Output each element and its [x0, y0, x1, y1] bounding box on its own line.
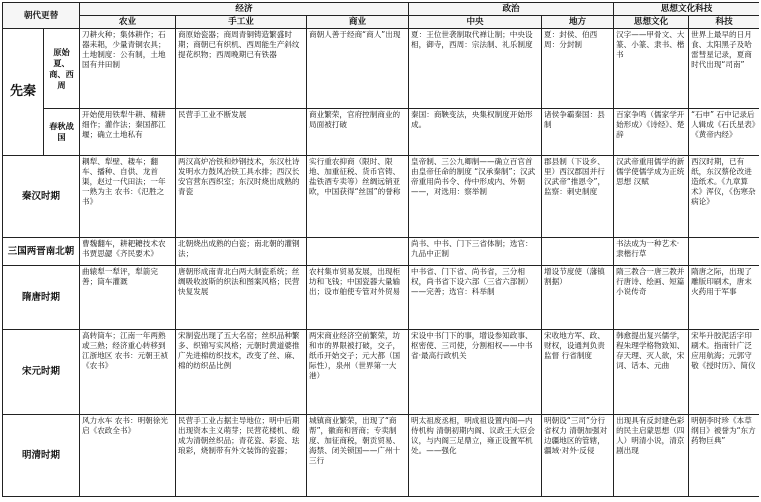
cell-technology: 隋唐之际，出现了雕版印刷术，唐末火药用于军事 — [689, 266, 759, 330]
sub-early: 原始 夏、商、西周 — [44, 29, 80, 109]
cell-thought: 百家争鸣（儒家学开始形成）《诗经》、楚辞 — [614, 109, 689, 156]
header-central: 中央 — [409, 16, 542, 29]
cell-thought: 汉武帝重用儒学的新儒学使儒学成为正统思想 汉赋 — [614, 156, 689, 238]
history-table-page — [2, 2, 759, 498]
era-qin-han: 秦汉时期 — [3, 156, 80, 238]
cell-central: 明太祖废丞相，明成祖设置内阁—内侍机构 清朝初期内阁、议政王大臣会议，与内阁三足鼎立，雍正设置军机处。——强化 — [409, 415, 542, 497]
cell-agriculture: 曹魏翻车，耕耙耱技术农书贾思勰《齐民要术》 — [80, 238, 176, 266]
cell-technology — [689, 238, 759, 266]
cell-thought: 出现具有反封建色彩的民主启蒙思想（四人）明清小说，清京剧出现 — [614, 415, 689, 497]
cell-central: 中书省、门下省、尚书省，三分相权，尚书省下设六部（三省六部制）——完善；选官：科举制 — [409, 266, 542, 330]
header-technology: 科技 — [689, 16, 759, 29]
cell-agriculture: 高转筒车；江南一年两熟或三熟；经济重心转移到江浙地区 农书：元朝王祯《农书》 — [80, 330, 176, 415]
cell-technology: 宋毕升胶泥活字印刷术。指南针广泛应用航海；元郭守敬《授时历》、简仪 — [689, 330, 759, 415]
era-ming-qing: 明清时期 — [3, 415, 80, 497]
cell-local: 夏：封侯、伯西周：分封制 — [542, 29, 614, 109]
header-economy: 经济 — [80, 3, 409, 16]
cell-technology: “石申” 石中记录后人辑成《石氏星表》《黄帝内经》 — [689, 109, 759, 156]
header-thought: 思想文化 — [614, 16, 689, 29]
header-politics: 政治 — [409, 3, 614, 16]
cell-agriculture: 开始使用铁犁牛耕、精耕细作；灌作法；秦国都江堰；确立土地私有 — [80, 109, 176, 156]
cell-thought: 隋三教合一唐三教并行唐诗、绘画、短篇小说传奇 — [614, 266, 689, 330]
history-summary-table — [2, 2, 759, 497]
cell-agriculture: 曲辕犁一犁评，犁箭完善；筒车灌溉 — [80, 266, 176, 330]
row-qin-han — [3, 156, 760, 238]
cell-handicraft: 民营手工业不断发展 — [176, 109, 307, 156]
cell-central: 皇帝制、三公九卿制——确立百官首由皇帝任命的制度 “汉承秦制”；汉武帝重用尚书令、侍中形成内、外朝——，对选用：察举制 — [409, 156, 542, 238]
header-agriculture: 农业 — [80, 16, 176, 29]
cell-agriculture: 刀耕火种；集体耕作；石器耒耜，少量青铜农具；土地制度：公有制，土地国有井田制 — [80, 29, 176, 109]
era-song-yuan: 宋元时期 — [3, 330, 80, 415]
cell-agriculture: 耦犁、犁壁、耧车；翻车、播种、自供、龙首渠，赵过一代田法；一年一熟为主 农书：《氾胜之书》 — [80, 156, 176, 238]
cell-local: 明朝设“三司”分行省权力 清朝加强对边疆地区的管辖，疆域·对外·反侵 — [542, 415, 614, 497]
cell-local: 诸侯争霸秦国：县制 — [542, 109, 614, 156]
header-row-1 — [3, 3, 760, 16]
cell-commerce: 商朝人善于经商“商人”出现 — [307, 29, 409, 109]
sub-spring-autumn: 春秋战国 — [44, 109, 80, 156]
row-ming-qing — [3, 415, 760, 497]
cell-handicraft: 北朝烧出成熟的白瓷；南北朝的灌钢法； — [176, 238, 307, 266]
cell-local: 郡县制（下设乡、里）西汉郡国并行汉武帝“推恩令”，监察：刺史制度 — [542, 156, 614, 238]
row-pre-qin-spring — [3, 109, 760, 156]
cell-thought: 汉字——甲骨文、大篆、小篆、隶书、楷书 — [614, 29, 689, 109]
row-sui-tang — [3, 266, 760, 330]
cell-commerce: 农村集市贸易发展，出现柜坊和飞钱；中国瓷器大量输出；设市舶使专管对外贸易 — [307, 266, 409, 330]
cell-commerce: 实行重农抑商（限时、限地、加重征税、货币官铸、盐铁酒专卖等）丝绸远销亚欧，中国获得“丝国”的誉称 — [307, 156, 409, 238]
cell-local: 增设节度使（藩镇割据） — [542, 266, 614, 330]
era-sui-tang: 隋唐时期 — [3, 266, 80, 330]
cell-handicraft: 民营手工业占据主导地位；明中后期出现资本主义萌芽；民营花楼机、缎成为清朝丝织品；青花瓷、彩瓷、珐琅彩，烧制带有外文装饰的瓷器； — [176, 415, 307, 497]
cell-commerce: 商业繁荣，官府控制商业的局面被打破 — [307, 109, 409, 156]
cell-commerce: 两宋商业经济空前繁荣，坊和市的界限被打破，交子，纸币开始交子；元大都（国际性），泉州（世界第一大港） — [307, 330, 409, 415]
header-handicraft: 手工业 — [176, 16, 307, 29]
header-local: 地方 — [542, 16, 614, 29]
cell-central: 宋设中书门下的事，增设参知政事、枢密使、三司使，分割相权——中书省·最高行政机关 — [409, 330, 542, 415]
header-culture: 思想文化科技 — [614, 3, 759, 16]
cell-commerce — [307, 238, 409, 266]
cell-handicraft: 商原始瓷器；商周青铜铸造繁盛时期；商朝已有织机、西周能生产斜纹提花织物；西周晚期已有铁器 — [176, 29, 307, 109]
era-three-kingdoms: 三国两晋南北朝 — [3, 238, 80, 266]
cell-central: 夏：王位世袭制取代禅让制；中央设相，御寺，西周：宗法制、礼乐制度 — [409, 29, 542, 109]
row-song-yuan — [3, 330, 760, 415]
cell-technology: 明朝李时珍《本草纲目》被誉为“东方药物巨典” — [689, 415, 759, 497]
cell-commerce: 城镇商业繁荣，出现了“商帮”，徽商和晋商；专卖制度、加征商税，朝贡贸易、海禁、闭关锁国——广州十三行 — [307, 415, 409, 497]
cell-local — [542, 238, 614, 266]
row-pre-qin-early — [3, 29, 760, 109]
cell-thought: 书法成为一种艺术·隶楷行草 — [614, 238, 689, 266]
header-period: 朝代更替 — [3, 3, 80, 29]
row-three-kingdoms — [3, 238, 760, 266]
cell-central: 秦国：商鞅变法，央集权制度开始形成。 — [409, 109, 542, 156]
cell-central: 尚书、中书、门下三省体制；选官：九品中正制 — [409, 238, 542, 266]
cell-technology: 世界上最早的日月食、太阳黑子及哈雷彗星记录，夏商时代出现“司南” — [689, 29, 759, 109]
cell-agriculture: 风力水车 农书：明朝徐光启《农政全书》 — [80, 415, 176, 497]
cell-technology: 西汉时期，已有纸，东汉蔡伦改进造纸术。《九章算术》浑仪，《伤寒杂病论》 — [689, 156, 759, 238]
header-commerce: 商业 — [307, 16, 409, 29]
era-pre-qin: 先秦 — [3, 29, 44, 156]
cell-handicraft: 两汉高炉冶铁和炒钢技术，东汉杜诗发明水力鼓风冶铁工具水排；西汉长安官营东西织室；东汉时烧出成熟的青瓷 — [176, 156, 307, 238]
cell-handicraft: 宋制瓷出现了五大名窑；丝织品种繁多、织锦写实风格；元朝时黄道婆推广先进棉纺织技术，改变了丝、麻、棉的纺织品比例 — [176, 330, 307, 415]
header-row-2 — [3, 16, 760, 29]
cell-local: 宋收地方军、政、财权，设通判负责监督 行省制度 — [542, 330, 614, 415]
cell-handicraft: 唐朝形成南青北白两大制瓷系统；丝绸吸收波斯的织法和图案风格；民营快复发展 — [176, 266, 307, 330]
cell-thought: 韩愈提出复兴儒学，程朱理学格物致知、存天理、灭人欲，宋词、话本、元曲 — [614, 330, 689, 415]
